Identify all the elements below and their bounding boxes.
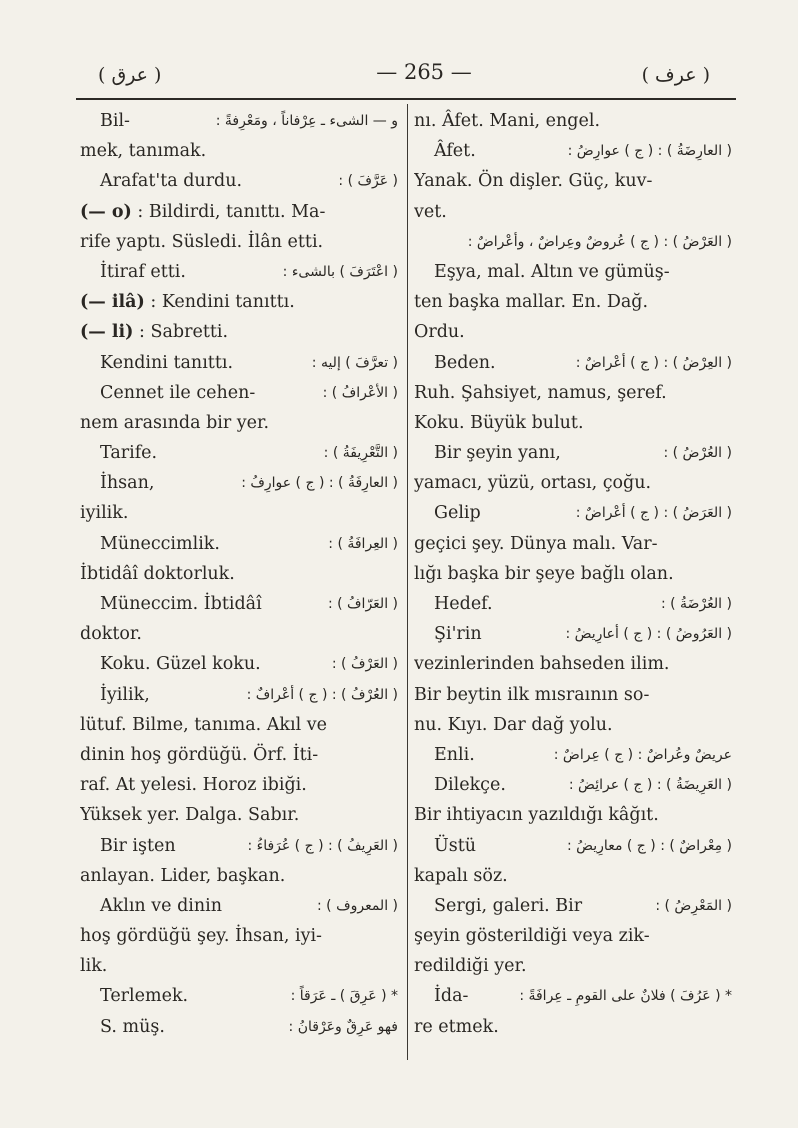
column-divider — [407, 104, 408, 1060]
turkish-text: (— ilâ) : Kendini tanıttı. — [80, 292, 295, 313]
turkish-text: Müneccim. İbtidâî — [100, 594, 262, 614]
entry-line — [80, 197, 398, 227]
entry-line — [80, 589, 398, 619]
entry-line — [80, 800, 398, 830]
entry-line — [80, 770, 398, 800]
turkish-text: (— li) : Sabretti. — [80, 322, 229, 343]
entry-line — [414, 317, 732, 347]
page-number: — 265 — — [376, 60, 472, 84]
turkish-text: lığı başka bir şeye bağlı olan. — [414, 563, 674, 584]
turkish-text: Gelip — [434, 503, 481, 524]
arabic-headword: * ( عَرُفَ ) فلانٌ على القومِ ـ عِرافَةً : — [519, 988, 732, 1005]
turkish-text: (— o) : Bildirdi, tanıttı. Ma- — [80, 201, 326, 222]
turkish-text: şeyin gösterildiği veya zik- — [414, 926, 650, 947]
arabic-headword: ( العَرْفُ ) : — [331, 656, 398, 673]
entry-line — [414, 136, 732, 166]
left-column — [80, 106, 398, 1042]
entry-line — [80, 378, 398, 408]
entry-line — [80, 287, 398, 317]
entry-line — [414, 408, 732, 438]
turkish-text: nı. Âfet. Mani, engel. — [414, 111, 601, 131]
entry-line — [414, 468, 732, 498]
turkish-text: ten başka mallar. En. Dağ. — [414, 292, 649, 313]
turkish-text: Yüksek yer. Dalga. Sabır. — [80, 805, 300, 826]
turkish-text: geçici şey. Dünya malı. Var- — [414, 533, 658, 554]
entry-line — [80, 348, 398, 378]
turkish-text: lütuf. Bilme, tanıma. Akıl ve — [80, 714, 328, 735]
entry-line — [80, 529, 398, 559]
entry-line — [80, 861, 398, 891]
turkish-text: Koku. Büyük bulut. — [414, 412, 584, 433]
arabic-headword: ( العارِفَةُ ) : ( ج ) عوارِفُ : — [241, 475, 398, 492]
entry-line — [414, 559, 732, 589]
turkish-text: vezinlerinden bahseden ilim. — [414, 654, 670, 675]
turkish-text: Bir beytin ilk mısraının so- — [414, 684, 650, 705]
entry-line — [80, 981, 398, 1011]
entry-line — [80, 831, 398, 861]
arabic-headword: ( المعروف ) : — [317, 897, 398, 914]
entry-line — [80, 680, 398, 710]
entry-line — [414, 981, 732, 1011]
header-right-keyword: ( عرف ) — [641, 64, 710, 86]
turkish-text: Ruh. Şahsiyet, namus, şeref. — [414, 382, 667, 403]
entry-line — [80, 559, 398, 589]
entry-line — [414, 891, 732, 921]
entry-line — [414, 498, 732, 528]
arabic-headword: ( عَرَّفَ ) : — [338, 173, 398, 190]
entry-line — [414, 831, 732, 861]
arabic-headword: ( اعْتَرَفَ ) بالشیء : — [282, 263, 398, 280]
entry-line — [80, 649, 398, 679]
turkish-text: İhsan, — [100, 473, 155, 494]
turkish-text: Eşya, mal. Altın ve gümüş- — [434, 261, 670, 282]
arabic-headword: ( الأعْرافُ ) : — [322, 384, 398, 401]
turkish-text: Üstü — [434, 835, 477, 856]
entry-line — [414, 197, 732, 227]
arabic-headword: ( العُرْضَةُ ) : — [660, 596, 732, 612]
entry-line — [414, 106, 732, 136]
turkish-text: İyilik, — [100, 684, 150, 705]
arabic-headword: ( المَعْرِضُ ) : — [655, 897, 732, 914]
arabic-headword: * ( عَرِقَ ) ـ عَرَقاً : — [290, 988, 398, 1005]
turkish-text: Enli. — [434, 744, 475, 765]
turkish-text: Bir işten — [100, 835, 176, 856]
turkish-text: Yanak. Ön dişler. Güç, kuv- — [414, 171, 653, 192]
turkish-text: mek, tanımak. — [80, 141, 207, 162]
turkish-text: Bir şeyin yanı, — [434, 443, 561, 464]
header-rule — [76, 98, 736, 100]
turkish-text: İbtidâî doktorluk. — [80, 563, 235, 584]
turkish-text: nu. Kıyı. Dar dağ yolu. — [414, 714, 613, 735]
entry-line — [414, 740, 732, 770]
header-left-keyword: ( عرق ) — [98, 64, 162, 86]
entry-line — [414, 710, 732, 740]
entry-line — [80, 257, 398, 287]
arabic-headword: ( العِرافَةُ ) : — [328, 535, 398, 552]
turkish-text: Ordu. — [414, 322, 465, 343]
entry-line — [80, 951, 398, 981]
turkish-text: Aklın ve dinin — [100, 895, 223, 916]
entry-line — [80, 106, 398, 136]
entry-line — [414, 619, 732, 649]
turkish-text: Müneccimlik. — [100, 533, 220, 554]
entry-line — [80, 891, 398, 921]
arabic-headword: ( العَرْضُ ) : ( ج ) عُروضٌ وعِراضٌ ، وأعْراضٌ : — [467, 233, 732, 250]
turkish-text: nem arasında bir yer. — [80, 412, 270, 433]
turkish-text: rife yaptı. Süsledi. İlân etti. — [80, 231, 324, 252]
turkish-text: redildiği yer. — [414, 956, 527, 977]
entry-line — [80, 438, 398, 468]
arabic-headword: ( العارِضَةُ ) : ( ج ) عوارِضُ : — [567, 143, 732, 160]
turkish-text: anlayan. Lider, başkan. — [80, 865, 286, 886]
turkish-text: İtiraf etti. — [100, 261, 186, 282]
entry-line — [414, 589, 732, 619]
turkish-text: kapalı söz. — [414, 865, 508, 886]
entry-line — [80, 227, 398, 257]
entry-line — [414, 348, 732, 378]
entry-line — [414, 227, 732, 257]
entry-line — [80, 468, 398, 498]
turkish-text: Cennet ile cehen- — [100, 382, 256, 403]
arabic-headword: ( العُرْفُ ) : ( ج ) أعْرافٌ : — [246, 686, 398, 703]
turkish-text: iyilik. — [80, 503, 129, 524]
entry-line — [80, 136, 398, 166]
entry-line — [80, 1012, 398, 1042]
entry-line — [80, 408, 398, 438]
entry-line — [414, 438, 732, 468]
turkish-text: doktor. — [80, 624, 142, 645]
turkish-text: Hedef. — [434, 594, 493, 614]
entry-line — [414, 770, 732, 800]
arabic-headword: ( مِعْراضٌ ) : ( ج ) معارِيضُ : — [566, 837, 732, 854]
arabic-headword: ( العَرُوضُ ) : ( ج ) أعارِيضُ : — [565, 626, 732, 643]
turkish-text: Sergi, galeri. Bir — [434, 895, 583, 916]
entry-line — [414, 861, 732, 891]
entry-line — [414, 680, 732, 710]
entry-line — [414, 800, 732, 830]
arabic-headword: ( التَّعْرِيفَةُ ) : — [323, 445, 398, 462]
entry-line — [414, 1012, 732, 1042]
entry-line — [80, 710, 398, 740]
turkish-text: Şi'rin — [434, 624, 482, 645]
turkish-text: Terlemek. — [100, 986, 189, 1007]
turkish-text: Bil- — [100, 111, 130, 131]
turkish-text: Kendini tanıttı. — [100, 352, 234, 373]
arabic-headword: ( العَرّافُ ) : — [327, 596, 398, 612]
entry-line — [80, 619, 398, 649]
entry-line — [414, 529, 732, 559]
arabic-headword: عريضٌ وعُراضٌ : ( ج ) عِراضٌ : — [553, 746, 732, 763]
entry-line — [414, 287, 732, 317]
entry-line — [414, 257, 732, 287]
arabic-headword: ( تعرَّفَ ) إليه : — [311, 354, 398, 371]
right-column — [414, 106, 732, 1042]
turkish-text: S. müş. — [100, 1016, 165, 1037]
turkish-text: hoş gördüğü şey. İhsan, iyi- — [80, 926, 322, 947]
turkish-text: Koku. Güzel koku. — [100, 654, 261, 675]
arabic-headword: ( العِرْضُ ) : ( ج ) أعْراضٌ : — [575, 354, 732, 371]
arabic-headword: فهو عَرِقٌ وعَرْقانُ : — [288, 1018, 398, 1035]
turkish-text: lik. — [80, 956, 108, 977]
turkish-text: Tarife. — [100, 443, 158, 464]
arabic-headword: ( العُرْضُ ) : — [663, 445, 732, 462]
entry-line — [414, 378, 732, 408]
entry-line — [80, 740, 398, 770]
arabic-headword: و — الشیء ـ عِرْفاناً ، ومَعْرِفةً : — [215, 113, 398, 129]
turkish-text: İda- — [434, 986, 469, 1007]
entry-line — [414, 649, 732, 679]
arabic-headword: ( العَرِيفُ ) : ( ج ) عُرَفاءُ : — [247, 837, 398, 854]
entry-line — [80, 498, 398, 528]
arabic-headword: ( العَرَضُ ) : ( ج ) أعْراضٌ : — [575, 505, 732, 522]
arabic-headword: ( العَرِيضَةُ ) : ( ج ) عرائِضُ : — [568, 777, 732, 794]
turkish-text: Dilekçe. — [434, 775, 506, 796]
entry-line — [80, 166, 398, 196]
entry-line — [414, 166, 732, 196]
turkish-text: yamacı, yüzü, ortası, çoğu. — [414, 473, 652, 494]
turkish-text: Bir ihtiyacın yazıldığı kâğıt. — [414, 805, 659, 826]
turkish-text: dinin hoş gördüğü. Örf. İti- — [80, 744, 319, 765]
page-header — [74, 58, 734, 94]
turkish-text: Âfet. — [434, 141, 476, 162]
turkish-text: re etmek. — [414, 1016, 499, 1037]
entry-line — [80, 921, 398, 951]
turkish-text: raf. At yelesi. Horoz ibiği. — [80, 775, 307, 796]
entry-line — [414, 951, 732, 981]
entry-line — [80, 317, 398, 347]
entry-line — [414, 921, 732, 951]
turkish-text: Arafat'ta durdu. — [100, 171, 243, 192]
turkish-text: Beden. — [434, 352, 496, 373]
turkish-text: vet. — [414, 201, 447, 222]
